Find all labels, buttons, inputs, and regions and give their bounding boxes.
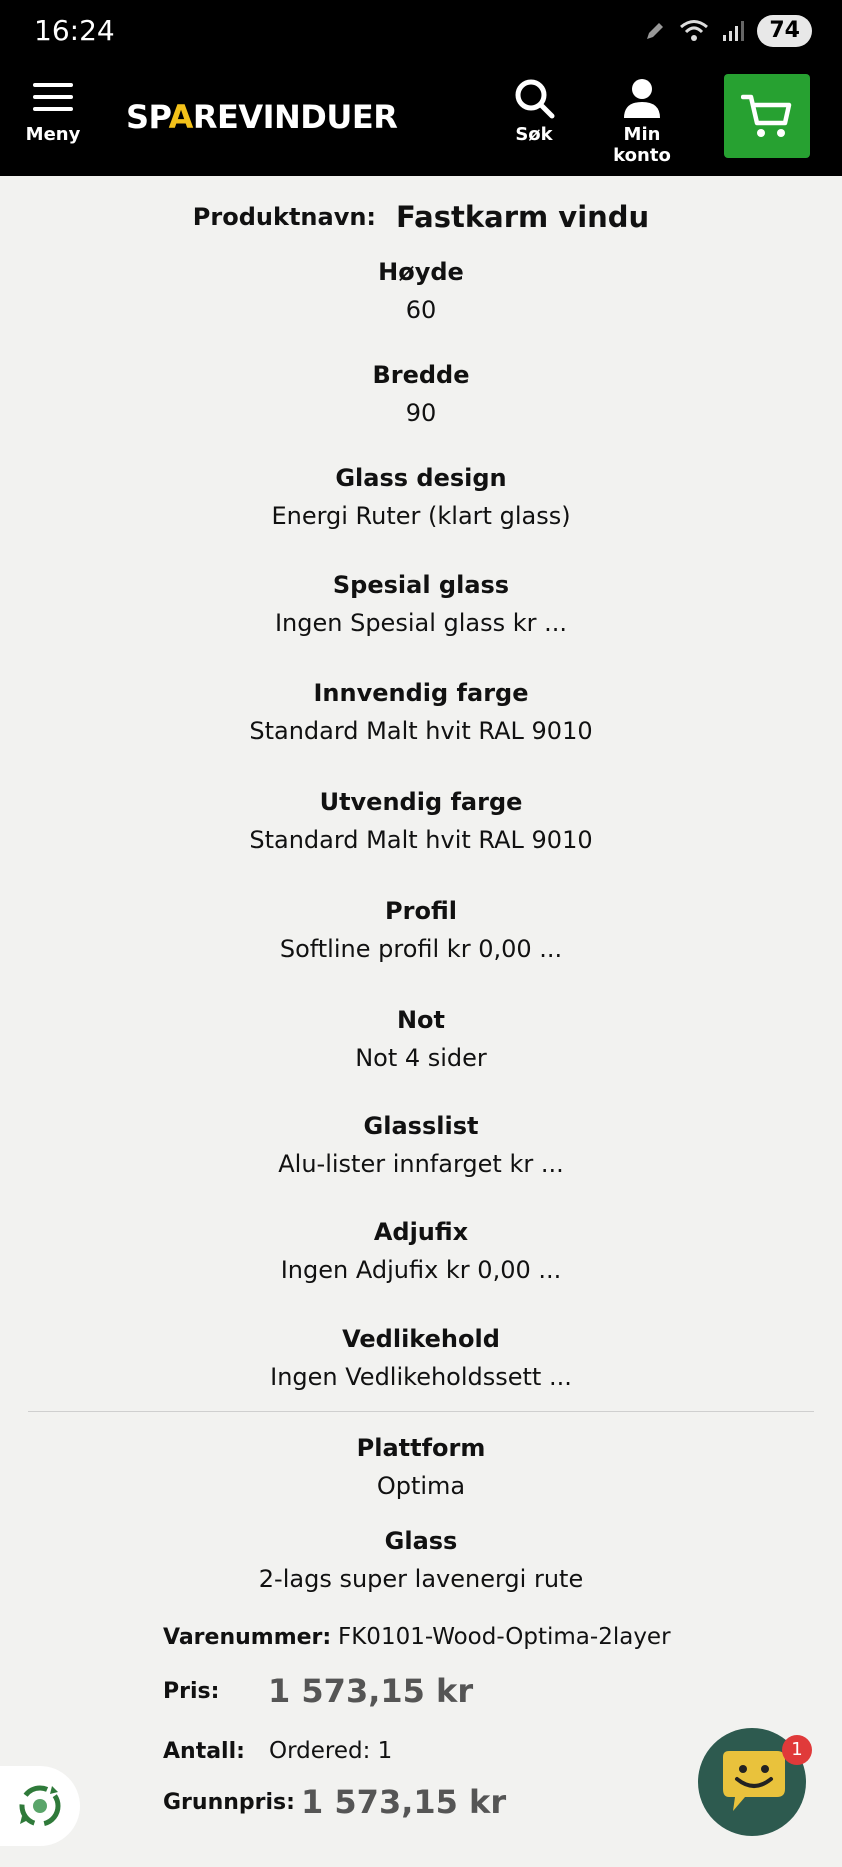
divider [28,1411,814,1412]
attr-adjufix [0,1218,842,1284]
product-name-value: Fastkarm vindu [396,200,650,234]
cart-icon [741,91,793,141]
product-name-row [0,200,842,234]
attr-glass [0,1527,842,1593]
attr-value: Ingen Vedlikeholdssett ... [270,1363,572,1391]
attr-value: 2-lags super lavenergi rute [258,1565,584,1593]
attr-label: Not [396,1006,446,1034]
sku-value: FK0101-Wood-Optima-2layer [338,1624,671,1650]
quantity-label: Antall: [163,1738,245,1764]
site-header [0,62,842,176]
attr-label: Glasslist [363,1112,479,1140]
attr-label: Profil [385,897,457,925]
attr-utvendig-farge [0,788,842,854]
attr-value: 90 [405,399,437,427]
price-row [163,1672,473,1710]
user-icon [620,76,664,120]
attr-value: Optima [376,1472,466,1500]
recycle-icon [12,1778,68,1834]
attr-value: Ingen Adjufix kr 0,00 ... [280,1256,562,1284]
status-bar [0,0,842,62]
price-value: 1 573,15 kr [268,1672,474,1710]
cart-button[interactable] [724,74,810,158]
attr-value: Energi Ruter (klart glass) [271,502,571,530]
base-price-value: 1 573,15 kr [301,1783,507,1821]
logo-text-start: SP [126,98,169,136]
attr-label: Spesial glass [332,571,510,599]
menu-button[interactable] [22,80,84,145]
attr-not [0,1006,842,1072]
attr-label: Glass design [335,464,507,492]
chat-notification-badge: 1 [782,1735,812,1765]
edit-icon [643,19,667,43]
attr-value: Softline profil kr 0,00 ... [279,935,563,963]
search-button[interactable] [510,76,558,145]
recycle-widget[interactable] [0,1766,80,1846]
attr-value: Not 4 sider [355,1044,487,1072]
attr-bredde [0,361,842,427]
attr-hoyde [0,258,842,324]
quantity-row [163,1738,392,1764]
attr-profil [0,897,842,963]
base-price-row [163,1783,506,1821]
chat-face-icon [715,1749,789,1815]
wifi-icon [679,18,709,44]
battery-indicator: 74 [757,15,812,47]
search-label: Søk [515,124,553,145]
attr-vedlikehold [0,1325,842,1391]
product-name-label: Produktnavn: [192,203,377,231]
base-price-label: Grunnpris: [163,1789,295,1815]
attr-label: Adjufix [373,1218,469,1246]
attr-glass-design [0,464,842,530]
attr-value: Standard Malt hvit RAL 9010 [249,717,593,745]
attr-spesial-glass [0,571,842,637]
logo-text-end: REVINDUER [192,98,398,136]
account-label: Min konto [613,124,671,166]
sku-row [163,1624,671,1650]
site-logo[interactable] [126,98,397,136]
attr-value: Alu-lister innfarget kr ... [278,1150,564,1178]
account-button[interactable] [594,76,690,166]
search-icon [512,76,556,120]
quantity-value: Ordered: 1 [269,1738,393,1764]
signal-icon [721,19,745,43]
status-icons [643,14,812,48]
attr-glasslist [0,1112,842,1178]
hamburger-icon [31,80,75,114]
sku-label: Varenummer: [163,1624,332,1650]
attr-value: Standard Malt hvit RAL 9010 [249,826,593,854]
status-time: 16:24 [34,14,115,47]
logo-text-accent: A [168,98,193,136]
attr-plattform [0,1434,842,1500]
menu-label: Meny [25,124,81,145]
attr-innvendig-farge [0,679,842,745]
attr-label: Plattform [356,1434,486,1462]
attr-value: Ingen Spesial glass kr ... [274,609,568,637]
attr-label: Bredde [372,361,470,389]
attr-label: Utvendig farge [319,788,523,816]
attr-label: Innvendig farge [313,679,529,707]
attr-label: Vedlikehold [342,1325,500,1353]
attr-label: Høyde [378,258,464,286]
attr-value: 60 [405,296,437,324]
attr-label: Glass [384,1527,458,1555]
price-label: Pris: [163,1678,220,1704]
